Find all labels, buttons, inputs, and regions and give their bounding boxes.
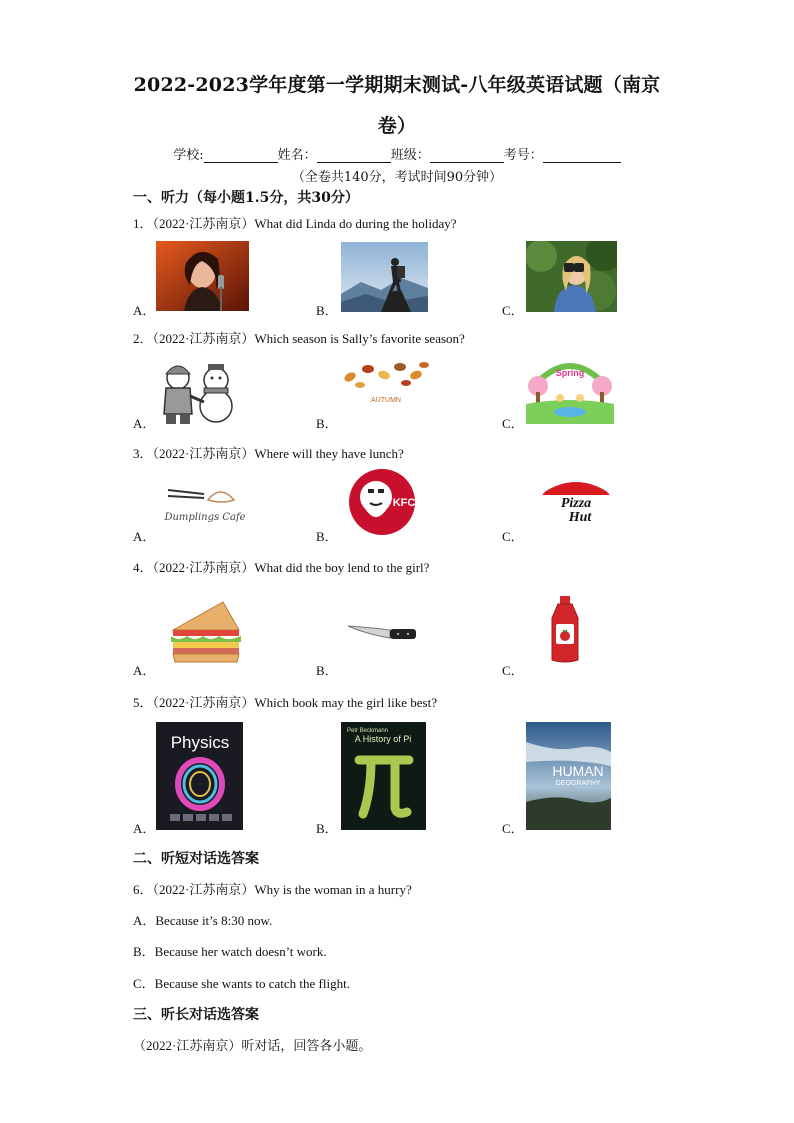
kfc-logo[interactable]	[340, 467, 424, 537]
pizza-label: Pizza	[560, 496, 592, 511]
human-title: HUMAN	[552, 763, 604, 779]
pi-book-picture	[341, 722, 426, 830]
q6-option-c[interactable]: C．Because she wants to catch the flight.	[133, 976, 350, 991]
question-6: 6．（2022·江苏南京）Why is the woman in a hurry?	[133, 882, 412, 897]
q6-option-b[interactable]: B．Because her watch doesn’t work.	[133, 944, 327, 959]
pi-title: A History of Pi	[354, 734, 412, 744]
dumplings-label: Dumplings Cafe	[164, 512, 246, 523]
winter-picture	[154, 356, 241, 426]
q5-option-c[interactable]: C．	[502, 821, 524, 836]
knife-picture	[346, 622, 418, 644]
page-title: 2022-2023学年度第一学期期末测试-八年级英语试题（南京	[133, 74, 661, 96]
question-1: 1．（2022·江苏南京）What did Linda do during the holiday?	[133, 216, 457, 231]
q3-option-a[interactable]: A．	[133, 529, 156, 544]
number-label: 考号：	[503, 148, 543, 163]
hiker-image[interactable]	[341, 242, 428, 312]
geography-book-picture	[526, 722, 611, 830]
class-blank[interactable]	[430, 148, 504, 163]
page-title-continued: 卷）	[377, 115, 417, 137]
physics-book-image[interactable]	[156, 722, 243, 830]
exam-note: （全卷共140分，考试时间90分钟）	[291, 170, 503, 185]
autumn-picture	[340, 357, 431, 414]
q3-option-b[interactable]: B．	[316, 529, 338, 544]
physics-title: Physics	[170, 733, 230, 752]
pizza-hut-logo[interactable]	[536, 475, 614, 525]
q1-option-b[interactable]: B．	[316, 303, 338, 318]
q5-option-a[interactable]: A．	[133, 821, 156, 836]
physics-book-picture	[156, 722, 243, 830]
dumplings-logo-picture	[160, 480, 250, 526]
q1-option-c[interactable]: C．	[502, 303, 524, 318]
sandwich-picture	[167, 600, 243, 664]
question-4: 4．（2022·江苏南京）What did the boy lend to the girl?	[133, 560, 430, 575]
winter-snowman-image[interactable]	[154, 356, 241, 426]
ketchup-picture	[548, 596, 582, 664]
pizza-hut-logo-picture	[536, 475, 614, 525]
class-label: 班级：	[390, 148, 430, 163]
human-geography-book-image[interactable]	[526, 722, 611, 830]
birdwatching-picture	[526, 241, 617, 312]
school-label: 学校:	[173, 148, 204, 163]
geography-title: GEOGRAPHY	[555, 780, 601, 787]
hiker-picture	[341, 242, 428, 312]
singer-image[interactable]	[156, 241, 249, 311]
question-2: 2．（2022·江苏南京）Which season is Sally’s favorite season?	[133, 331, 465, 346]
hut-label: Hut	[568, 510, 592, 525]
section-long-dialogue: 三、听长对话选答案	[133, 1007, 259, 1023]
q4-option-a[interactable]: A．	[133, 663, 156, 678]
q2-option-a[interactable]: A．	[133, 416, 156, 431]
section-listening: 一、听力（每小题1.5分，共30分）	[133, 190, 359, 206]
ketchup-image[interactable]	[548, 596, 582, 664]
kfc-label: KFC	[392, 497, 416, 509]
spring-label: Spring	[555, 368, 585, 378]
school-blank[interactable]	[204, 148, 278, 163]
sandwich-image[interactable]	[167, 600, 243, 664]
pi-author: Petr Beckmann	[347, 728, 389, 734]
history-of-pi-book-image[interactable]	[341, 722, 426, 830]
section-short-dialogue: 二、听短对话选答案	[133, 851, 259, 867]
long-dialogue-intro: （2022·江苏南京）听对话，回答各小题。	[133, 1038, 372, 1053]
spring-image[interactable]	[526, 352, 614, 424]
name-label: 姓名：	[277, 148, 317, 163]
q6-option-a[interactable]: A．Because it’s 8:30 now.	[133, 913, 273, 928]
q5-option-b[interactable]: B．	[316, 821, 338, 836]
q2-option-b[interactable]: B．	[316, 416, 338, 431]
autumn-label: AUTUMN	[371, 397, 401, 404]
name-blank[interactable]	[317, 148, 391, 163]
birdwatching-image[interactable]	[526, 241, 617, 312]
q4-option-c[interactable]: C．	[502, 663, 524, 678]
number-blank[interactable]	[543, 148, 621, 163]
singer-picture	[156, 241, 249, 311]
spring-picture	[526, 352, 614, 424]
kfc-logo-picture	[340, 467, 424, 537]
dumplings-cafe-logo[interactable]	[160, 480, 250, 526]
q3-option-c[interactable]: C．	[502, 529, 524, 544]
question-3: 3．（2022·江苏南京）Where will they have lunch?	[133, 446, 404, 461]
autumn-image[interactable]	[340, 357, 431, 414]
q4-option-b[interactable]: B．	[316, 663, 338, 678]
q1-option-a[interactable]: A．	[133, 303, 156, 318]
student-info-row	[0, 144, 794, 163]
knife-image[interactable]	[346, 622, 418, 644]
question-5: 5．（2022·江苏南京）Which book may the girl like best?	[133, 695, 438, 710]
q2-option-c[interactable]: C．	[502, 416, 524, 431]
